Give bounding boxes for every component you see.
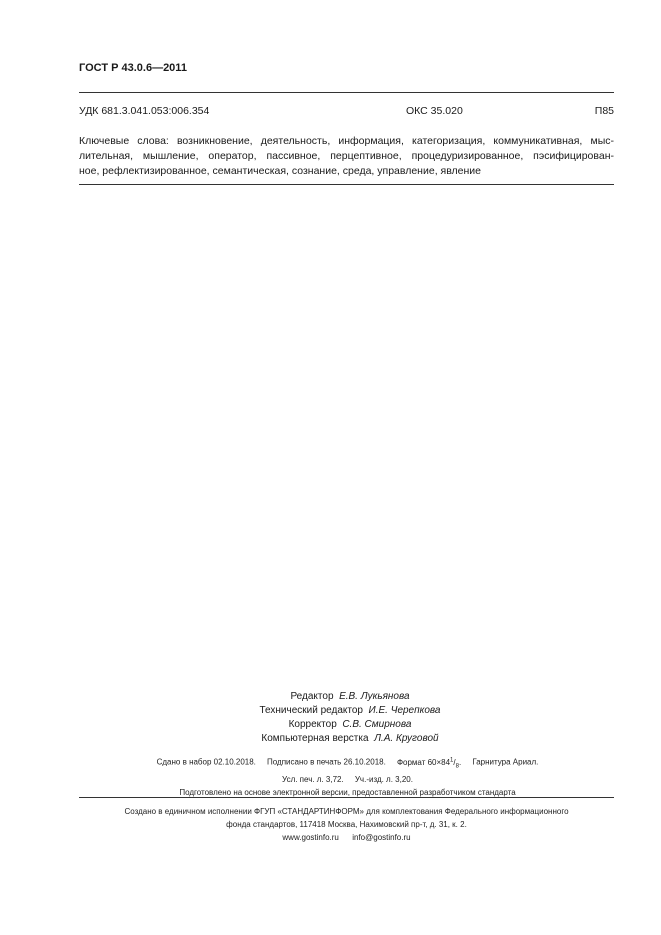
edit-sheets: Уч.-изд. л. 3,20. <box>354 775 413 785</box>
print-sheets: Усл. печ. л. 3,72. <box>282 775 344 785</box>
prepared-note: Подготовлено на основе электронной версии, предоставленной разработчиком стандарта <box>179 788 516 798</box>
credits-block <box>200 690 500 746</box>
email-link[interactable]: info@gostinfo.ru <box>352 833 411 842</box>
credit-name: И.Е. Черепкова <box>368 705 441 716</box>
document-code: ГОСТ Р 43.0.6—2011 <box>79 62 187 74</box>
footer-line: Создано в единичном исполнении ФГУП «СТАНДАРТИНФОРМ» для комплектования Федерального информационного <box>124 807 569 816</box>
typeface: Гарнитура Ариал. <box>472 757 539 767</box>
publication-info <box>100 754 595 799</box>
signed-for-print: Подписано в печать 26.10.2018. <box>267 757 386 767</box>
credit-layout: Компьютерная верстка Л.А. Круговой <box>261 733 439 744</box>
footer-block <box>79 805 614 844</box>
credit-editor: Редактор Е.В. Лукьянова <box>290 691 410 702</box>
publication-dates-line <box>100 754 595 773</box>
footer-divider <box>79 797 614 798</box>
publication-sheets-line <box>100 773 595 786</box>
keywords-line: ное, рефлектизированное, семантическая, сознание, среда, управление, явление <box>79 165 482 177</box>
credit-name: Л.А. Круговой <box>374 733 439 744</box>
oks-code: ОКС 35.020 <box>406 105 463 117</box>
sent-to-print: Сдано в набор 02.10.2018. <box>156 757 256 767</box>
credit-name: С.В. Смирнова <box>342 719 412 730</box>
keywords-divider <box>79 184 614 185</box>
keywords-line: лительная, мышление, оператор, пассивное, перцептивное, процедуризированное, пэсифицирован- <box>79 150 614 162</box>
footer-contacts <box>79 831 614 844</box>
website-link[interactable]: www.gostinfo.ru <box>282 833 339 842</box>
keywords-block <box>79 134 614 179</box>
paper-format: Формат $60\times 84^1/_8$. <box>396 757 462 770</box>
header-divider <box>79 92 614 93</box>
credit-name: Е.В. Лукьянова <box>339 691 410 702</box>
keywords-line: Ключевые слова: возникновение, деятельность, информация, категоризация, коммуникативная, мыс- <box>79 135 614 147</box>
footer-line: фонда стандартов, 117418 Москва, Нахимовский пр-т, д. 31, к. 2. <box>226 820 467 829</box>
group-code: П85 <box>594 105 614 117</box>
credit-proofreader: Корректор С.В. Смирнова <box>288 719 412 730</box>
udk-code: УДК 681.3.041.053:006.354 <box>79 105 210 117</box>
credit-tech-editor: Технический редактор И.Е. Черепкова <box>259 705 441 716</box>
